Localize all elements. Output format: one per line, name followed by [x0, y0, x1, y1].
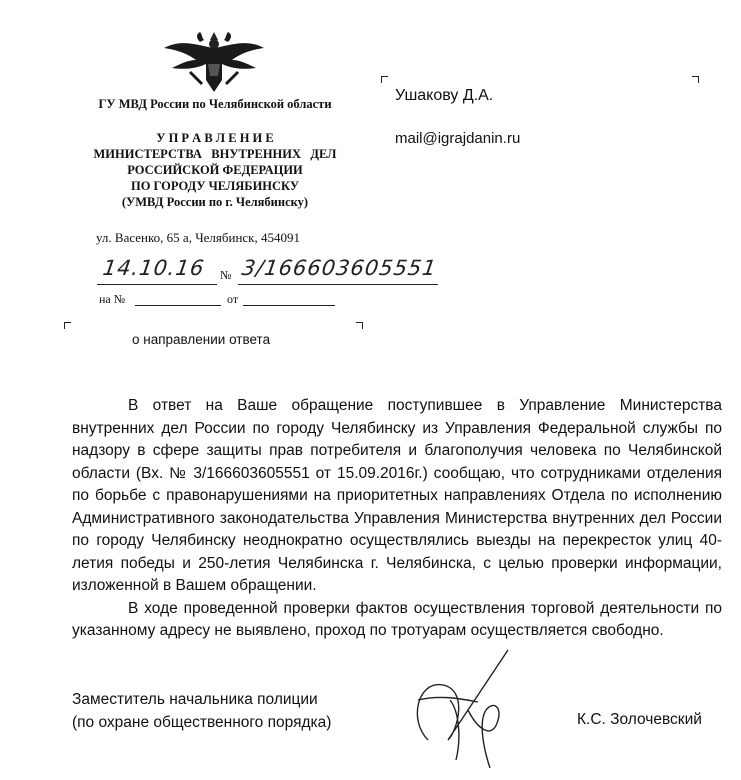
registration-number-label: № [220, 268, 232, 282]
body-paragraph-2: В ходе проведенной проверки фактов осуществления торговой деятельности по указанному адресу не выявлено, проход по тротуарам осуществляется свободно. [72, 599, 722, 639]
recipient-corner-right [692, 76, 699, 83]
double-headed-eagle-emblem-icon [160, 24, 268, 96]
from-date-label: от [227, 292, 239, 306]
handwritten-signature-icon [398, 640, 528, 770]
reply-to-number-line [135, 293, 221, 306]
registration-number: 3/166603605551 [240, 256, 439, 280]
signer-name: К.С. Золочевский [577, 711, 702, 728]
department-line-3: РОССИЙСКОЙ ФЕДЕРАЦИИ [127, 163, 303, 177]
registration-number-field [238, 256, 438, 285]
department-line-5: (УМВД России по г. Челябинску) [121, 195, 309, 209]
regional-office-name: ГУ МВД России по Челябинской области [98, 97, 332, 111]
signer-title [72, 688, 331, 734]
recipient-corner-left [381, 76, 388, 83]
subject-corner-left [64, 322, 71, 329]
subject-line: о направлении ответа [132, 332, 271, 347]
body-paragraph-1: В ответ на Ваше обращение поступившее в Управление Министерства внутренних дел России по городу Челябинску из Управления Федеральной службы по надзору в сфере защиты прав потребителя и благополучия человека по Челябинской области (Вх. № 3/166603605551 от 15.09.2016г.) сообщаю, что сотрудниками отделения по борьбе с правонарушениями на приоритетных направлениях Отдела по исполнению Административного законодательства Управления Министерства внутренних дел России по городу Челябинску неоднократно осуществлялись выезды на перекресток улиц 40-летия победы и 250-летия Челябинска г. Челябинска, с целью проверки информации, изложенной в Вашем обращении. [72, 397, 722, 594]
registration-date-field [97, 256, 217, 285]
registration-date: 14.10.16 [101, 256, 207, 280]
letter-body [72, 395, 722, 643]
subject-corner-right [356, 322, 363, 329]
recipient-name: Ушакову Д.А. [395, 87, 494, 104]
signer-title-line-1: Заместитель начальника полиции [72, 691, 318, 708]
department-address: ул. Васенко, 65 а, Челябинск, 454091 [96, 230, 300, 245]
recipient-email: mail@igrajdanin.ru [395, 130, 521, 147]
department-line-2: МИНИСТЕРСТВА ВНУТРЕННИХ ДЕЛ [93, 147, 337, 161]
department-line-4: ПО ГОРОДУ ЧЕЛЯБИНСКУ [130, 179, 300, 193]
signer-title-line-2: (по охране общественного порядка) [72, 714, 332, 731]
from-date-line [243, 293, 335, 306]
department-line-1: У П Р А В Л Е Н И Е [156, 131, 274, 145]
reply-to-label: на № [99, 292, 126, 306]
